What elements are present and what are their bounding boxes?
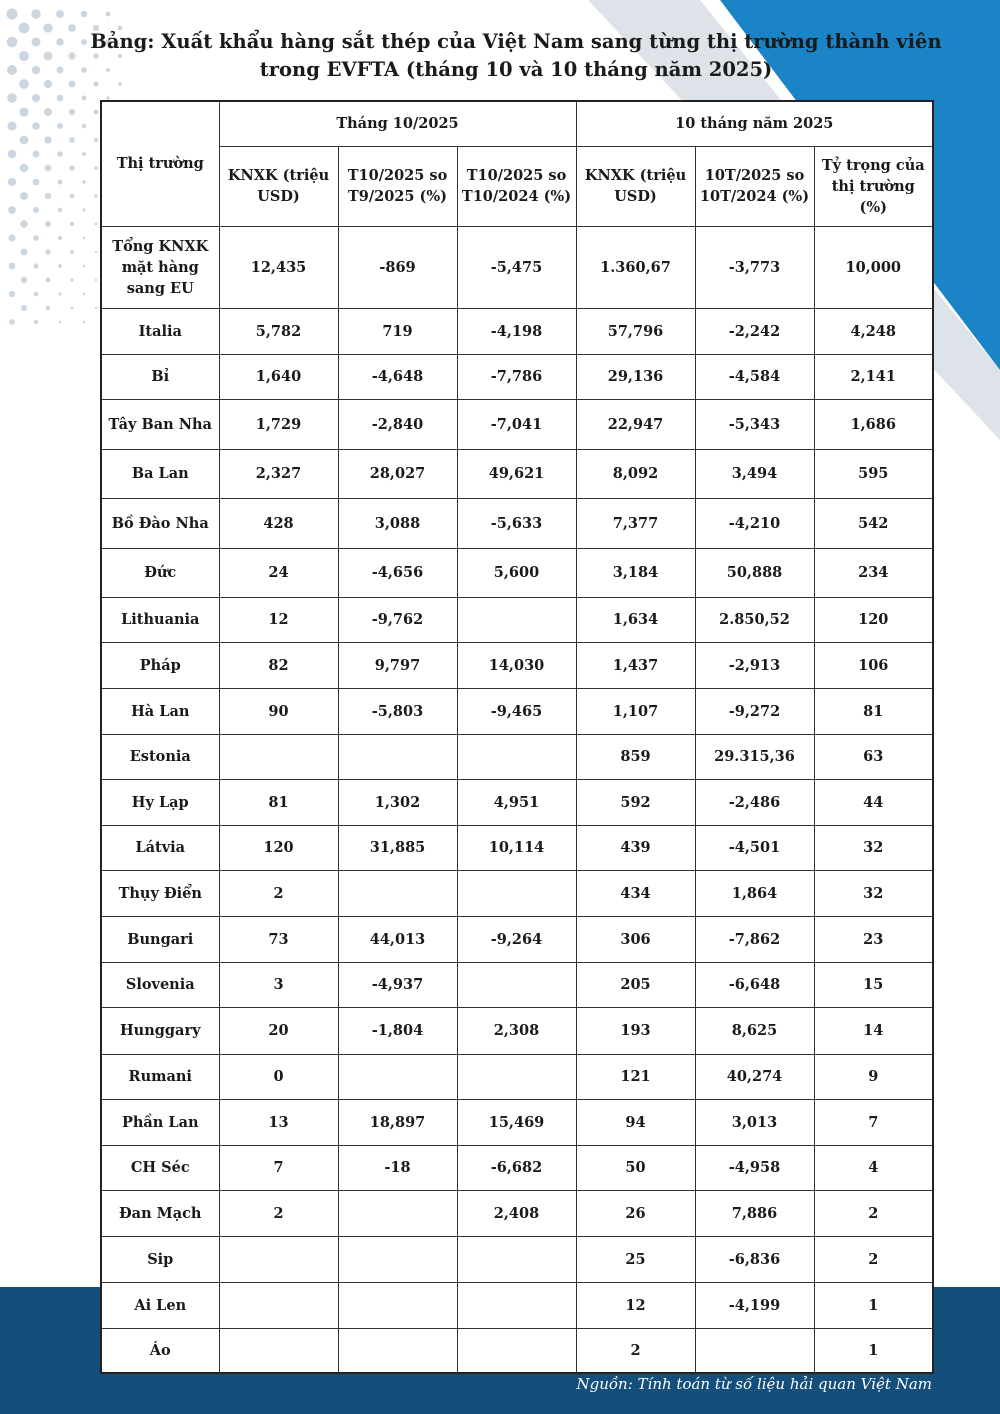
dot bbox=[56, 10, 64, 18]
cell-market-share: 595 bbox=[814, 449, 933, 498]
dot bbox=[57, 179, 62, 184]
cell-market-share: 4,248 bbox=[814, 308, 933, 354]
cell-market: Áo bbox=[101, 1328, 219, 1373]
dot bbox=[94, 138, 98, 142]
cell-market: Bungari bbox=[101, 916, 219, 962]
table-row bbox=[101, 916, 933, 962]
dot bbox=[9, 263, 16, 270]
dot bbox=[44, 136, 51, 143]
table-row bbox=[101, 308, 933, 354]
cell-knxk-year: 306 bbox=[576, 916, 695, 962]
table-row bbox=[101, 1190, 933, 1236]
dot bbox=[31, 37, 40, 46]
dot bbox=[44, 108, 52, 116]
dot bbox=[7, 37, 18, 48]
dot bbox=[70, 194, 75, 199]
dot bbox=[8, 234, 15, 241]
dot bbox=[83, 265, 85, 267]
cell-market: Estonia bbox=[101, 734, 219, 779]
dot bbox=[94, 110, 99, 115]
cell-market: Đan Mạch bbox=[101, 1190, 219, 1236]
cell-knxk-year: 439 bbox=[576, 825, 695, 870]
cell-knxk-year: 1,107 bbox=[576, 688, 695, 734]
dot bbox=[57, 95, 64, 102]
cell-t10-vs-t10: 5,600 bbox=[457, 548, 576, 597]
cell-knxk-month: 1,729 bbox=[219, 399, 338, 449]
dot bbox=[44, 80, 52, 88]
dot bbox=[33, 207, 39, 213]
table-row bbox=[101, 734, 933, 779]
cell-market: Lithuania bbox=[101, 597, 219, 642]
dot bbox=[32, 94, 40, 102]
cell-t10-vs-t9 bbox=[338, 1054, 457, 1099]
cell-knxk-year: 1,437 bbox=[576, 642, 695, 688]
table-row bbox=[101, 1054, 933, 1099]
dot bbox=[70, 250, 74, 254]
cell-t10-vs-t10: 2,308 bbox=[457, 1007, 576, 1054]
cell-market: CH Séc bbox=[101, 1145, 219, 1190]
table-row bbox=[101, 825, 933, 870]
dot bbox=[106, 12, 111, 17]
cell-knxk-month: 13 bbox=[219, 1099, 338, 1145]
cell-knxk-year: 205 bbox=[576, 962, 695, 1007]
cell-knxk-month: 5,782 bbox=[219, 308, 338, 354]
table-row bbox=[101, 1145, 933, 1190]
cell-t10-vs-t9: -18 bbox=[338, 1145, 457, 1190]
dot bbox=[69, 109, 75, 115]
cell-t10-vs-t9: 1,302 bbox=[338, 779, 457, 825]
dot bbox=[59, 321, 62, 324]
table-row bbox=[101, 688, 933, 734]
cell-knxk-year: 57,796 bbox=[576, 308, 695, 354]
cell-t10-vs-t9: -9,762 bbox=[338, 597, 457, 642]
cell-market: Hy Lạp bbox=[101, 779, 219, 825]
dot bbox=[82, 180, 86, 184]
cell-t10-vs-t9: -4,937 bbox=[338, 962, 457, 1007]
table-row bbox=[101, 226, 933, 308]
cell-t10-vs-t9: 44,013 bbox=[338, 916, 457, 962]
cell-market-share: 2 bbox=[814, 1190, 933, 1236]
cell-market-share: 81 bbox=[814, 688, 933, 734]
cell-knxk-year: 193 bbox=[576, 1007, 695, 1054]
cell-knxk-month: 2,327 bbox=[219, 449, 338, 498]
cell-knxk-year: 94 bbox=[576, 1099, 695, 1145]
cell-market-share: 23 bbox=[814, 916, 933, 962]
dot bbox=[34, 320, 38, 324]
header-knxk-year: KNXK (triệu USD) bbox=[576, 146, 695, 226]
header-market: Thị trường bbox=[101, 101, 219, 226]
cell-market-share: 1 bbox=[814, 1328, 933, 1373]
cell-knxk-year: 2 bbox=[576, 1328, 695, 1373]
cell-t10-vs-t9: -5,803 bbox=[338, 688, 457, 734]
title-line-2: trong EVFTA (tháng 10 và 10 tháng năm 2025) bbox=[259, 58, 773, 81]
cell-t10-vs-t10: -6,682 bbox=[457, 1145, 576, 1190]
cell-t10-vs-t9: 31,885 bbox=[338, 825, 457, 870]
cell-knxk-year: 8,092 bbox=[576, 449, 695, 498]
cell-knxk-month: 3 bbox=[219, 962, 338, 1007]
cell-10t-vs-10t: -9,272 bbox=[695, 688, 814, 734]
cell-knxk-year: 50 bbox=[576, 1145, 695, 1190]
steel-export-table bbox=[100, 100, 934, 1374]
cell-market-share: 63 bbox=[814, 734, 933, 779]
dot bbox=[8, 206, 16, 214]
dot bbox=[83, 293, 85, 295]
dot bbox=[95, 251, 97, 253]
cell-t10-vs-t10: 14,030 bbox=[457, 642, 576, 688]
cell-market: Thụy Điển bbox=[101, 870, 219, 916]
table-row bbox=[101, 498, 933, 548]
dot bbox=[43, 23, 52, 32]
cell-10t-vs-10t bbox=[695, 1328, 814, 1373]
cell-market: Pháp bbox=[101, 642, 219, 688]
cell-10t-vs-10t: -6,648 bbox=[695, 962, 814, 1007]
cell-t10-vs-t9: 18,897 bbox=[338, 1099, 457, 1145]
cell-market-share: 2 bbox=[814, 1236, 933, 1282]
cell-market: Ba Lan bbox=[101, 449, 219, 498]
cell-t10-vs-t10 bbox=[457, 1328, 576, 1373]
cell-market-share: 1 bbox=[814, 1282, 933, 1328]
table-row bbox=[101, 870, 933, 916]
dot bbox=[9, 291, 15, 297]
cell-10t-vs-10t: 29.315,36 bbox=[695, 734, 814, 779]
cell-t10-vs-t9 bbox=[338, 1190, 457, 1236]
dot bbox=[9, 319, 15, 325]
cell-knxk-month: 12,435 bbox=[219, 226, 338, 308]
dot bbox=[71, 307, 74, 310]
cell-knxk-month: 12 bbox=[219, 597, 338, 642]
cell-knxk-month: 1,640 bbox=[219, 354, 338, 399]
table-row bbox=[101, 354, 933, 399]
cell-t10-vs-t9: -869 bbox=[338, 226, 457, 308]
dot bbox=[7, 93, 17, 103]
dot bbox=[20, 192, 28, 200]
dot bbox=[82, 208, 85, 211]
dot bbox=[8, 178, 16, 186]
cell-10t-vs-10t: 2.850,52 bbox=[695, 597, 814, 642]
cell-knxk-month bbox=[219, 1328, 338, 1373]
dot bbox=[57, 123, 63, 129]
cell-t10-vs-t9 bbox=[338, 1236, 457, 1282]
cell-10t-vs-10t: 1,864 bbox=[695, 870, 814, 916]
cell-knxk-year: 7,377 bbox=[576, 498, 695, 548]
table-row bbox=[101, 962, 933, 1007]
cell-t10-vs-t9: -4,648 bbox=[338, 354, 457, 399]
cell-market: Bồ Đào Nha bbox=[101, 498, 219, 548]
table-row bbox=[101, 779, 933, 825]
cell-t10-vs-t10: -5,475 bbox=[457, 226, 576, 308]
cell-10t-vs-10t: -4,958 bbox=[695, 1145, 814, 1190]
cell-knxk-year: 592 bbox=[576, 779, 695, 825]
cell-t10-vs-t10: 15,469 bbox=[457, 1099, 576, 1145]
cell-knxk-month: 2 bbox=[219, 870, 338, 916]
dot bbox=[19, 107, 28, 116]
header-knxk-month: KNXK (triệu USD) bbox=[219, 146, 338, 226]
cell-knxk-year: 25 bbox=[576, 1236, 695, 1282]
cell-knxk-year: 22,947 bbox=[576, 399, 695, 449]
cell-knxk-month bbox=[219, 1236, 338, 1282]
source-note: Nguồn: Tính toán từ số liệu hải quan Việt Nam bbox=[576, 1375, 932, 1393]
cell-market-share: 9 bbox=[814, 1054, 933, 1099]
cell-knxk-year: 12 bbox=[576, 1282, 695, 1328]
cell-knxk-month: 20 bbox=[219, 1007, 338, 1054]
cell-knxk-month: 24 bbox=[219, 548, 338, 597]
table-row bbox=[101, 1007, 933, 1054]
cell-t10-vs-t10: 10,114 bbox=[457, 825, 576, 870]
cell-knxk-month: 120 bbox=[219, 825, 338, 870]
dot bbox=[95, 307, 97, 309]
dot bbox=[7, 9, 18, 20]
cell-10t-vs-10t: 8,625 bbox=[695, 1007, 814, 1054]
dot bbox=[21, 249, 28, 256]
cell-knxk-month: 7 bbox=[219, 1145, 338, 1190]
dot bbox=[7, 65, 17, 75]
cell-market-share: 234 bbox=[814, 548, 933, 597]
cell-t10-vs-t10 bbox=[457, 962, 576, 1007]
cell-knxk-year: 859 bbox=[576, 734, 695, 779]
dot bbox=[58, 236, 62, 240]
cell-knxk-year: 121 bbox=[576, 1054, 695, 1099]
dot bbox=[31, 9, 41, 19]
dot bbox=[58, 264, 62, 268]
cell-t10-vs-t10 bbox=[457, 597, 576, 642]
table-row bbox=[101, 399, 933, 449]
cell-market: Sip bbox=[101, 1236, 219, 1282]
cell-market: Rumani bbox=[101, 1054, 219, 1099]
dot bbox=[95, 223, 98, 226]
dot bbox=[45, 165, 52, 172]
cell-t10-vs-t9: 719 bbox=[338, 308, 457, 354]
cell-10t-vs-10t: 50,888 bbox=[695, 548, 814, 597]
dot bbox=[8, 150, 17, 159]
cell-10t-vs-10t: 7,886 bbox=[695, 1190, 814, 1236]
cell-market: Tổng KNXK mặt hàng sang EU bbox=[101, 226, 219, 308]
cell-knxk-month bbox=[219, 1282, 338, 1328]
dot bbox=[82, 124, 87, 129]
cell-t10-vs-t10: -4,198 bbox=[457, 308, 576, 354]
dot bbox=[19, 79, 29, 89]
cell-knxk-year: 29,136 bbox=[576, 354, 695, 399]
cell-t10-vs-t10 bbox=[457, 1282, 576, 1328]
table-row bbox=[101, 1236, 933, 1282]
table-row bbox=[101, 642, 933, 688]
cell-market: Phần Lan bbox=[101, 1099, 219, 1145]
dot bbox=[70, 278, 73, 281]
cell-t10-vs-t10 bbox=[457, 1054, 576, 1099]
dot bbox=[57, 151, 63, 157]
cell-market-share: 10,000 bbox=[814, 226, 933, 308]
dot bbox=[83, 237, 86, 240]
cell-knxk-year: 26 bbox=[576, 1190, 695, 1236]
cell-t10-vs-t10 bbox=[457, 870, 576, 916]
dot bbox=[94, 166, 98, 170]
dot bbox=[33, 235, 39, 241]
dot bbox=[33, 263, 38, 268]
cell-10t-vs-10t: -4,210 bbox=[695, 498, 814, 548]
cell-knxk-month: 90 bbox=[219, 688, 338, 734]
cell-market-share: 7 bbox=[814, 1099, 933, 1145]
cell-market-share: 14 bbox=[814, 1007, 933, 1054]
dot bbox=[81, 11, 88, 18]
cell-t10-vs-t10: -5,633 bbox=[457, 498, 576, 548]
cell-t10-vs-t9 bbox=[338, 1328, 457, 1373]
dot bbox=[82, 152, 86, 156]
cell-t10-vs-t10 bbox=[457, 734, 576, 779]
cell-market: Bỉ bbox=[101, 354, 219, 399]
table-row bbox=[101, 597, 933, 642]
dot bbox=[32, 150, 39, 157]
cell-t10-vs-t9: 9,797 bbox=[338, 642, 457, 688]
cell-knxk-month: 0 bbox=[219, 1054, 338, 1099]
table-row bbox=[101, 1099, 933, 1145]
cell-knxk-year: 434 bbox=[576, 870, 695, 916]
cell-market: Slovenia bbox=[101, 962, 219, 1007]
dot bbox=[45, 249, 50, 254]
cell-t10-vs-t10: -7,786 bbox=[457, 354, 576, 399]
cell-t10-vs-t10: -9,465 bbox=[457, 688, 576, 734]
header-market-share: Tỷ trọng của thị trường (%) bbox=[814, 146, 933, 226]
dot bbox=[69, 165, 74, 170]
dot bbox=[58, 292, 61, 295]
cell-knxk-month bbox=[219, 734, 338, 779]
dot bbox=[34, 292, 39, 297]
dot bbox=[94, 194, 97, 197]
cell-market: Đức bbox=[101, 548, 219, 597]
cell-market-share: 106 bbox=[814, 642, 933, 688]
cell-10t-vs-10t: 40,274 bbox=[695, 1054, 814, 1099]
cell-10t-vs-10t: -2,486 bbox=[695, 779, 814, 825]
header-t10-vs-t9: T10/2025 so T9/2025 (%) bbox=[338, 146, 457, 226]
dot bbox=[32, 66, 41, 75]
dot bbox=[70, 222, 74, 226]
cell-market-share: 2,141 bbox=[814, 354, 933, 399]
cell-10t-vs-10t: -2,242 bbox=[695, 308, 814, 354]
cell-t10-vs-t9: 3,088 bbox=[338, 498, 457, 548]
dot bbox=[20, 220, 27, 227]
dot bbox=[81, 95, 86, 100]
dot bbox=[19, 23, 30, 34]
cell-t10-vs-t9: -4,656 bbox=[338, 548, 457, 597]
table-row bbox=[101, 449, 933, 498]
cell-knxk-month: 82 bbox=[219, 642, 338, 688]
cell-market: Tây Ban Nha bbox=[101, 399, 219, 449]
cell-knxk-year: 1,634 bbox=[576, 597, 695, 642]
cell-knxk-year: 1.360,67 bbox=[576, 226, 695, 308]
cell-market-share: 120 bbox=[814, 597, 933, 642]
title-line-1: Bảng: Xuất khẩu hàng sắt thép của Việt Nam sang từng thị trường thành viên bbox=[90, 30, 942, 53]
cell-t10-vs-t10: 49,621 bbox=[457, 449, 576, 498]
dot bbox=[46, 306, 50, 310]
cell-knxk-month: 428 bbox=[219, 498, 338, 548]
dot bbox=[58, 208, 63, 213]
dot bbox=[69, 137, 75, 143]
cell-knxk-month: 81 bbox=[219, 779, 338, 825]
dot bbox=[20, 136, 29, 145]
cell-t10-vs-t9: 28,027 bbox=[338, 449, 457, 498]
header-10t-vs-10t: 10T/2025 so 10T/2024 (%) bbox=[695, 146, 814, 226]
cell-t10-vs-t9: -1,804 bbox=[338, 1007, 457, 1054]
cell-10t-vs-10t: -7,862 bbox=[695, 916, 814, 962]
dot bbox=[21, 305, 27, 311]
dot bbox=[19, 51, 29, 61]
cell-market: Hunggary bbox=[101, 1007, 219, 1054]
cell-market-share: 32 bbox=[814, 825, 933, 870]
cell-10t-vs-10t: -5,343 bbox=[695, 399, 814, 449]
dot bbox=[44, 52, 53, 61]
header-group-year: 10 tháng năm 2025 bbox=[576, 101, 933, 146]
cell-10t-vs-10t: -4,584 bbox=[695, 354, 814, 399]
cell-t10-vs-t10: -7,041 bbox=[457, 399, 576, 449]
dot bbox=[7, 121, 16, 130]
cell-market: Italia bbox=[101, 308, 219, 354]
cell-t10-vs-t10: 2,408 bbox=[457, 1190, 576, 1236]
cell-10t-vs-10t: -3,773 bbox=[695, 226, 814, 308]
cell-10t-vs-10t: -6,836 bbox=[695, 1236, 814, 1282]
dot bbox=[45, 221, 51, 227]
cell-10t-vs-10t: -4,501 bbox=[695, 825, 814, 870]
cell-10t-vs-10t: 3,494 bbox=[695, 449, 814, 498]
dot bbox=[45, 193, 51, 199]
dot bbox=[21, 277, 27, 283]
dot bbox=[83, 321, 85, 323]
dot bbox=[32, 122, 40, 130]
cell-market: Hà Lan bbox=[101, 688, 219, 734]
header-group-month: Tháng 10/2025 bbox=[219, 101, 576, 146]
dot bbox=[20, 164, 28, 172]
table-row bbox=[101, 1328, 933, 1373]
cell-market-share: 32 bbox=[814, 870, 933, 916]
cell-knxk-year: 3,184 bbox=[576, 548, 695, 597]
cell-market-share: 1,686 bbox=[814, 399, 933, 449]
cell-market-share: 4 bbox=[814, 1145, 933, 1190]
cell-market-share: 15 bbox=[814, 962, 933, 1007]
cell-10t-vs-10t: -2,913 bbox=[695, 642, 814, 688]
cell-market: Ai Len bbox=[101, 1282, 219, 1328]
dot bbox=[46, 278, 51, 283]
cell-t10-vs-t10 bbox=[457, 1236, 576, 1282]
table-body bbox=[101, 226, 933, 1373]
table-row bbox=[101, 1282, 933, 1328]
page-title bbox=[60, 28, 972, 84]
cell-t10-vs-t9 bbox=[338, 1282, 457, 1328]
cell-knxk-month: 73 bbox=[219, 916, 338, 962]
table-row bbox=[101, 548, 933, 597]
dot bbox=[33, 179, 40, 186]
cell-market: Látvia bbox=[101, 825, 219, 870]
cell-10t-vs-10t: 3,013 bbox=[695, 1099, 814, 1145]
cell-market-share: 542 bbox=[814, 498, 933, 548]
cell-t10-vs-t9 bbox=[338, 870, 457, 916]
cell-t10-vs-t10: -9,264 bbox=[457, 916, 576, 962]
dot bbox=[95, 279, 97, 281]
cell-market-share: 44 bbox=[814, 779, 933, 825]
cell-knxk-month: 2 bbox=[219, 1190, 338, 1236]
cell-t10-vs-t9 bbox=[338, 734, 457, 779]
header-t10-vs-t10: T10/2025 so T10/2024 (%) bbox=[457, 146, 576, 226]
cell-t10-vs-t10: 4,951 bbox=[457, 779, 576, 825]
cell-t10-vs-t9: -2,840 bbox=[338, 399, 457, 449]
cell-10t-vs-10t: -4,199 bbox=[695, 1282, 814, 1328]
